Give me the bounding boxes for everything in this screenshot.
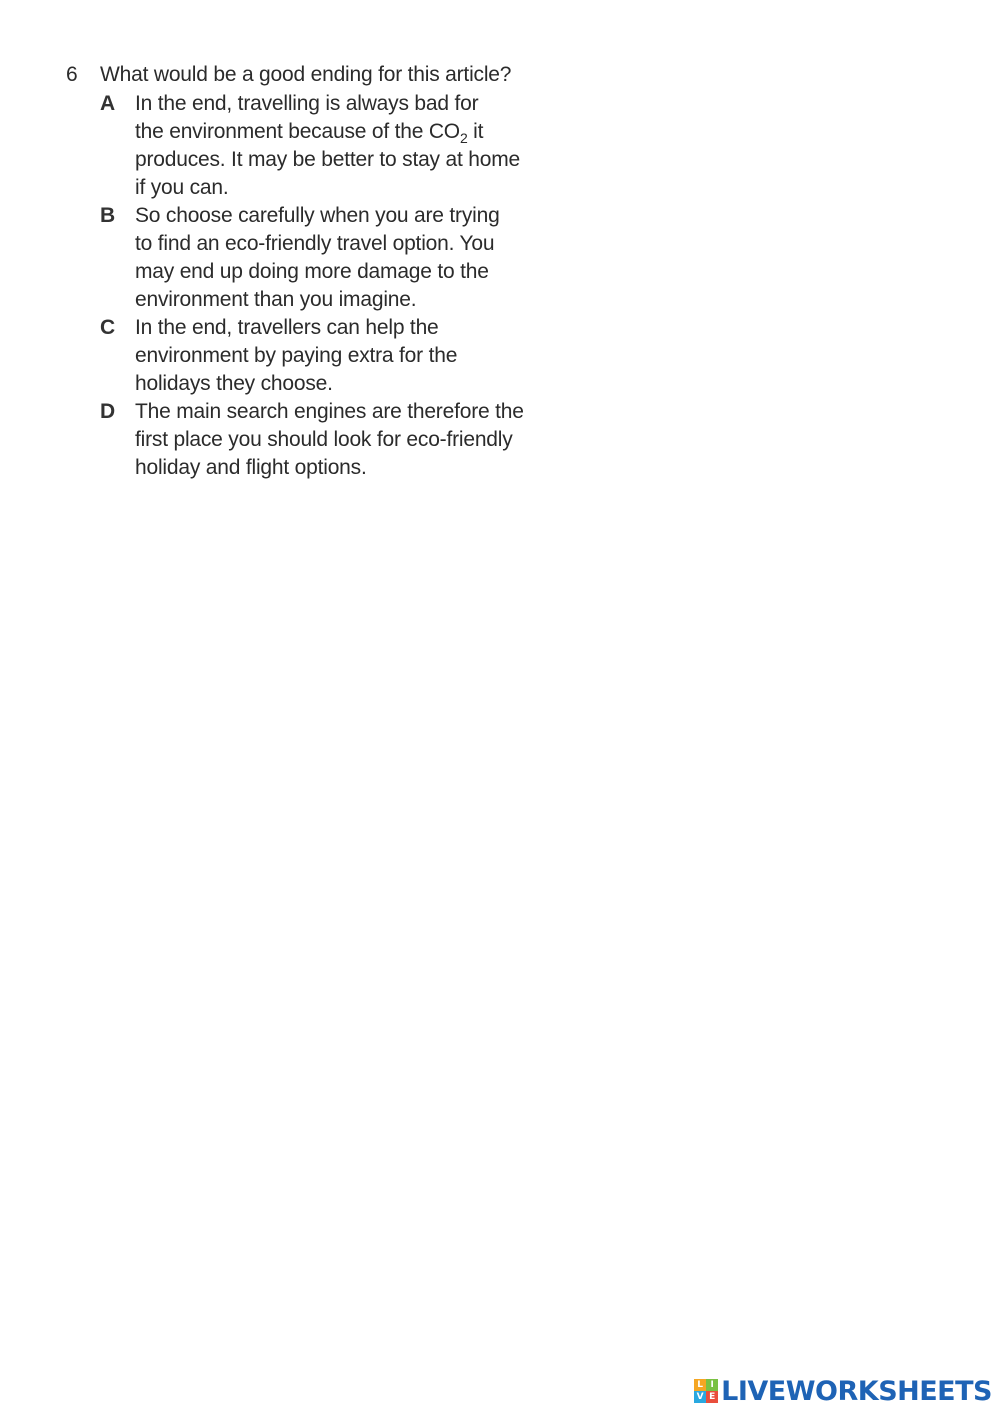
option-text bbox=[135, 398, 524, 482]
option-line: So choose carefully when you are trying bbox=[135, 204, 500, 227]
option-letter: D bbox=[100, 400, 115, 423]
option-text bbox=[135, 90, 520, 202]
option-line: environment by paying extra for the bbox=[135, 344, 458, 367]
option-d bbox=[100, 398, 606, 482]
option-text bbox=[135, 314, 457, 398]
option-text bbox=[135, 202, 500, 314]
option-line: may end up doing more damage to the bbox=[135, 260, 489, 283]
liveworksheets-logo bbox=[694, 1377, 992, 1405]
option-line: to find an eco-friendly travel option. You bbox=[135, 232, 495, 255]
question-heading bbox=[66, 60, 606, 90]
option-line-text: the environment because of the CO bbox=[135, 120, 460, 143]
option-line: The main search engines are therefore the bbox=[135, 400, 524, 423]
option-line: In the end, travelling is always bad for bbox=[135, 92, 479, 115]
liveworksheets-logo-icon: L I V E bbox=[694, 1379, 718, 1403]
logo-text: LIVEWORKSHEETS bbox=[721, 1375, 992, 1407]
option-line: environment than you imagine. bbox=[135, 288, 417, 311]
option-line: if you can. bbox=[135, 176, 229, 199]
question-text: What would be a good ending for this article? bbox=[100, 63, 512, 86]
option-c bbox=[100, 314, 606, 398]
question-6 bbox=[66, 60, 606, 482]
option-letter: B bbox=[100, 204, 115, 227]
co2-subscript: 2 bbox=[459, 130, 468, 146]
question-number: 6 bbox=[66, 63, 78, 86]
option-line: holidays they choose. bbox=[135, 372, 333, 395]
option-letter: A bbox=[100, 92, 115, 115]
option-line-tail: it bbox=[467, 120, 484, 143]
option-line: first place you should look for eco-friendly bbox=[135, 428, 513, 451]
option-letter: C bbox=[100, 316, 115, 339]
options-list bbox=[100, 90, 606, 482]
option-line: In the end, travellers can help the bbox=[135, 316, 439, 339]
option-line: holiday and flight options. bbox=[135, 456, 367, 479]
option-line: produces. It may be better to stay at home bbox=[135, 148, 520, 171]
option-line bbox=[135, 118, 520, 146]
option-b bbox=[100, 202, 606, 314]
option-a bbox=[100, 90, 606, 202]
